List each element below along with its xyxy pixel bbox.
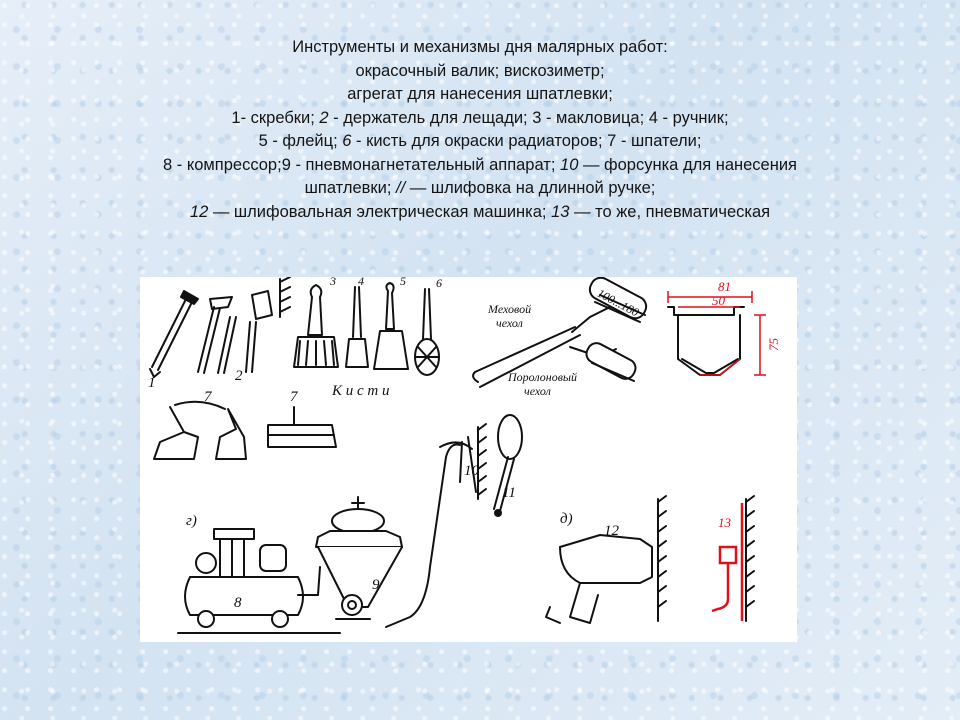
caption-line-4 bbox=[40, 107, 920, 131]
caption-line-6 bbox=[40, 154, 920, 178]
brushes-drawing bbox=[294, 283, 439, 375]
label-1: 1 bbox=[148, 375, 156, 391]
label-3: 3 bbox=[330, 277, 336, 288]
caption-line-8 bbox=[40, 201, 920, 225]
caption-line-7 bbox=[40, 177, 920, 201]
tools-illustration bbox=[140, 277, 797, 642]
caption-title: Инструменты и механизмы дня малярных работ: bbox=[292, 38, 668, 56]
label-5: 5 bbox=[400, 277, 406, 288]
spatulas-drawing bbox=[154, 402, 336, 459]
label-g: г) bbox=[186, 513, 197, 529]
label-fur-cover-2: чехол bbox=[496, 316, 523, 330]
label-fur-cover: Меховой bbox=[488, 302, 532, 316]
caption-text: - кисть для окраски радиаторов; 7 - шпатели; bbox=[351, 132, 702, 150]
label-7a: 7 bbox=[204, 389, 212, 405]
caption-line-3: агрегат для нанесения шпатлевки; bbox=[347, 85, 613, 103]
label-kisti: К и с т и bbox=[332, 383, 390, 399]
label-7b: 7 bbox=[290, 389, 298, 405]
label-13: 13 bbox=[718, 515, 731, 530]
pneumatic-grinder-drawing bbox=[746, 496, 754, 621]
label-roller-size: 100...180 bbox=[594, 285, 642, 320]
caption-text: — шлифовка на длинной ручке; bbox=[405, 179, 656, 197]
label-foam-cover: Поролоновый bbox=[508, 370, 578, 384]
caption-text: 8 - компрессор;9 - пневмонагнетательный аппарат; bbox=[163, 155, 561, 174]
caption-text: 5 - флейц; bbox=[258, 132, 343, 150]
label-6: 6 bbox=[436, 277, 442, 290]
caption-text: — то же, пневматическая bbox=[569, 202, 771, 221]
label-foam-cover-2: чехол bbox=[524, 384, 551, 398]
label-dim-75: 75 bbox=[766, 338, 781, 351]
label-4: 4 bbox=[358, 277, 364, 288]
caption-text: - держатель для лещади; 3 - макловица; 4 - ручник; bbox=[328, 108, 729, 127]
caption-text: 1- скребки; bbox=[231, 108, 320, 127]
caption-text: — шлифовальная электрическая машинка; bbox=[208, 202, 552, 221]
wall-fragment bbox=[280, 277, 290, 317]
caption-text: 2 bbox=[319, 108, 329, 127]
label-8: 8 bbox=[234, 595, 242, 611]
label-9: 9 bbox=[372, 577, 380, 593]
label-2: 2 bbox=[235, 368, 243, 384]
caption-text: 13 bbox=[551, 202, 570, 221]
slide-caption bbox=[40, 36, 920, 224]
label-dim-50: 50 bbox=[712, 293, 725, 308]
label-dim-81: 81 bbox=[718, 279, 731, 294]
scraper-drawing bbox=[150, 291, 198, 377]
injector-drawing bbox=[316, 497, 402, 619]
caption-text: шпатлевки; bbox=[304, 179, 396, 197]
caption-text: — форсунка для нанесения bbox=[578, 155, 797, 174]
tools-drawing bbox=[140, 277, 797, 642]
caption-text: 12 bbox=[189, 202, 209, 221]
caption-line-5 bbox=[40, 130, 920, 154]
label-11: 11 bbox=[502, 485, 516, 501]
label-12: 12 bbox=[604, 523, 619, 539]
caption-text: 6 bbox=[342, 132, 352, 150]
caption-line-2: окрасочный валик; вискозиметр; bbox=[355, 61, 605, 80]
caption-text: // bbox=[396, 179, 406, 197]
label-d: д) bbox=[560, 511, 573, 527]
label-10: 10 bbox=[464, 463, 479, 479]
caption-text: 10 bbox=[560, 155, 579, 174]
holder-drawing bbox=[198, 291, 272, 373]
